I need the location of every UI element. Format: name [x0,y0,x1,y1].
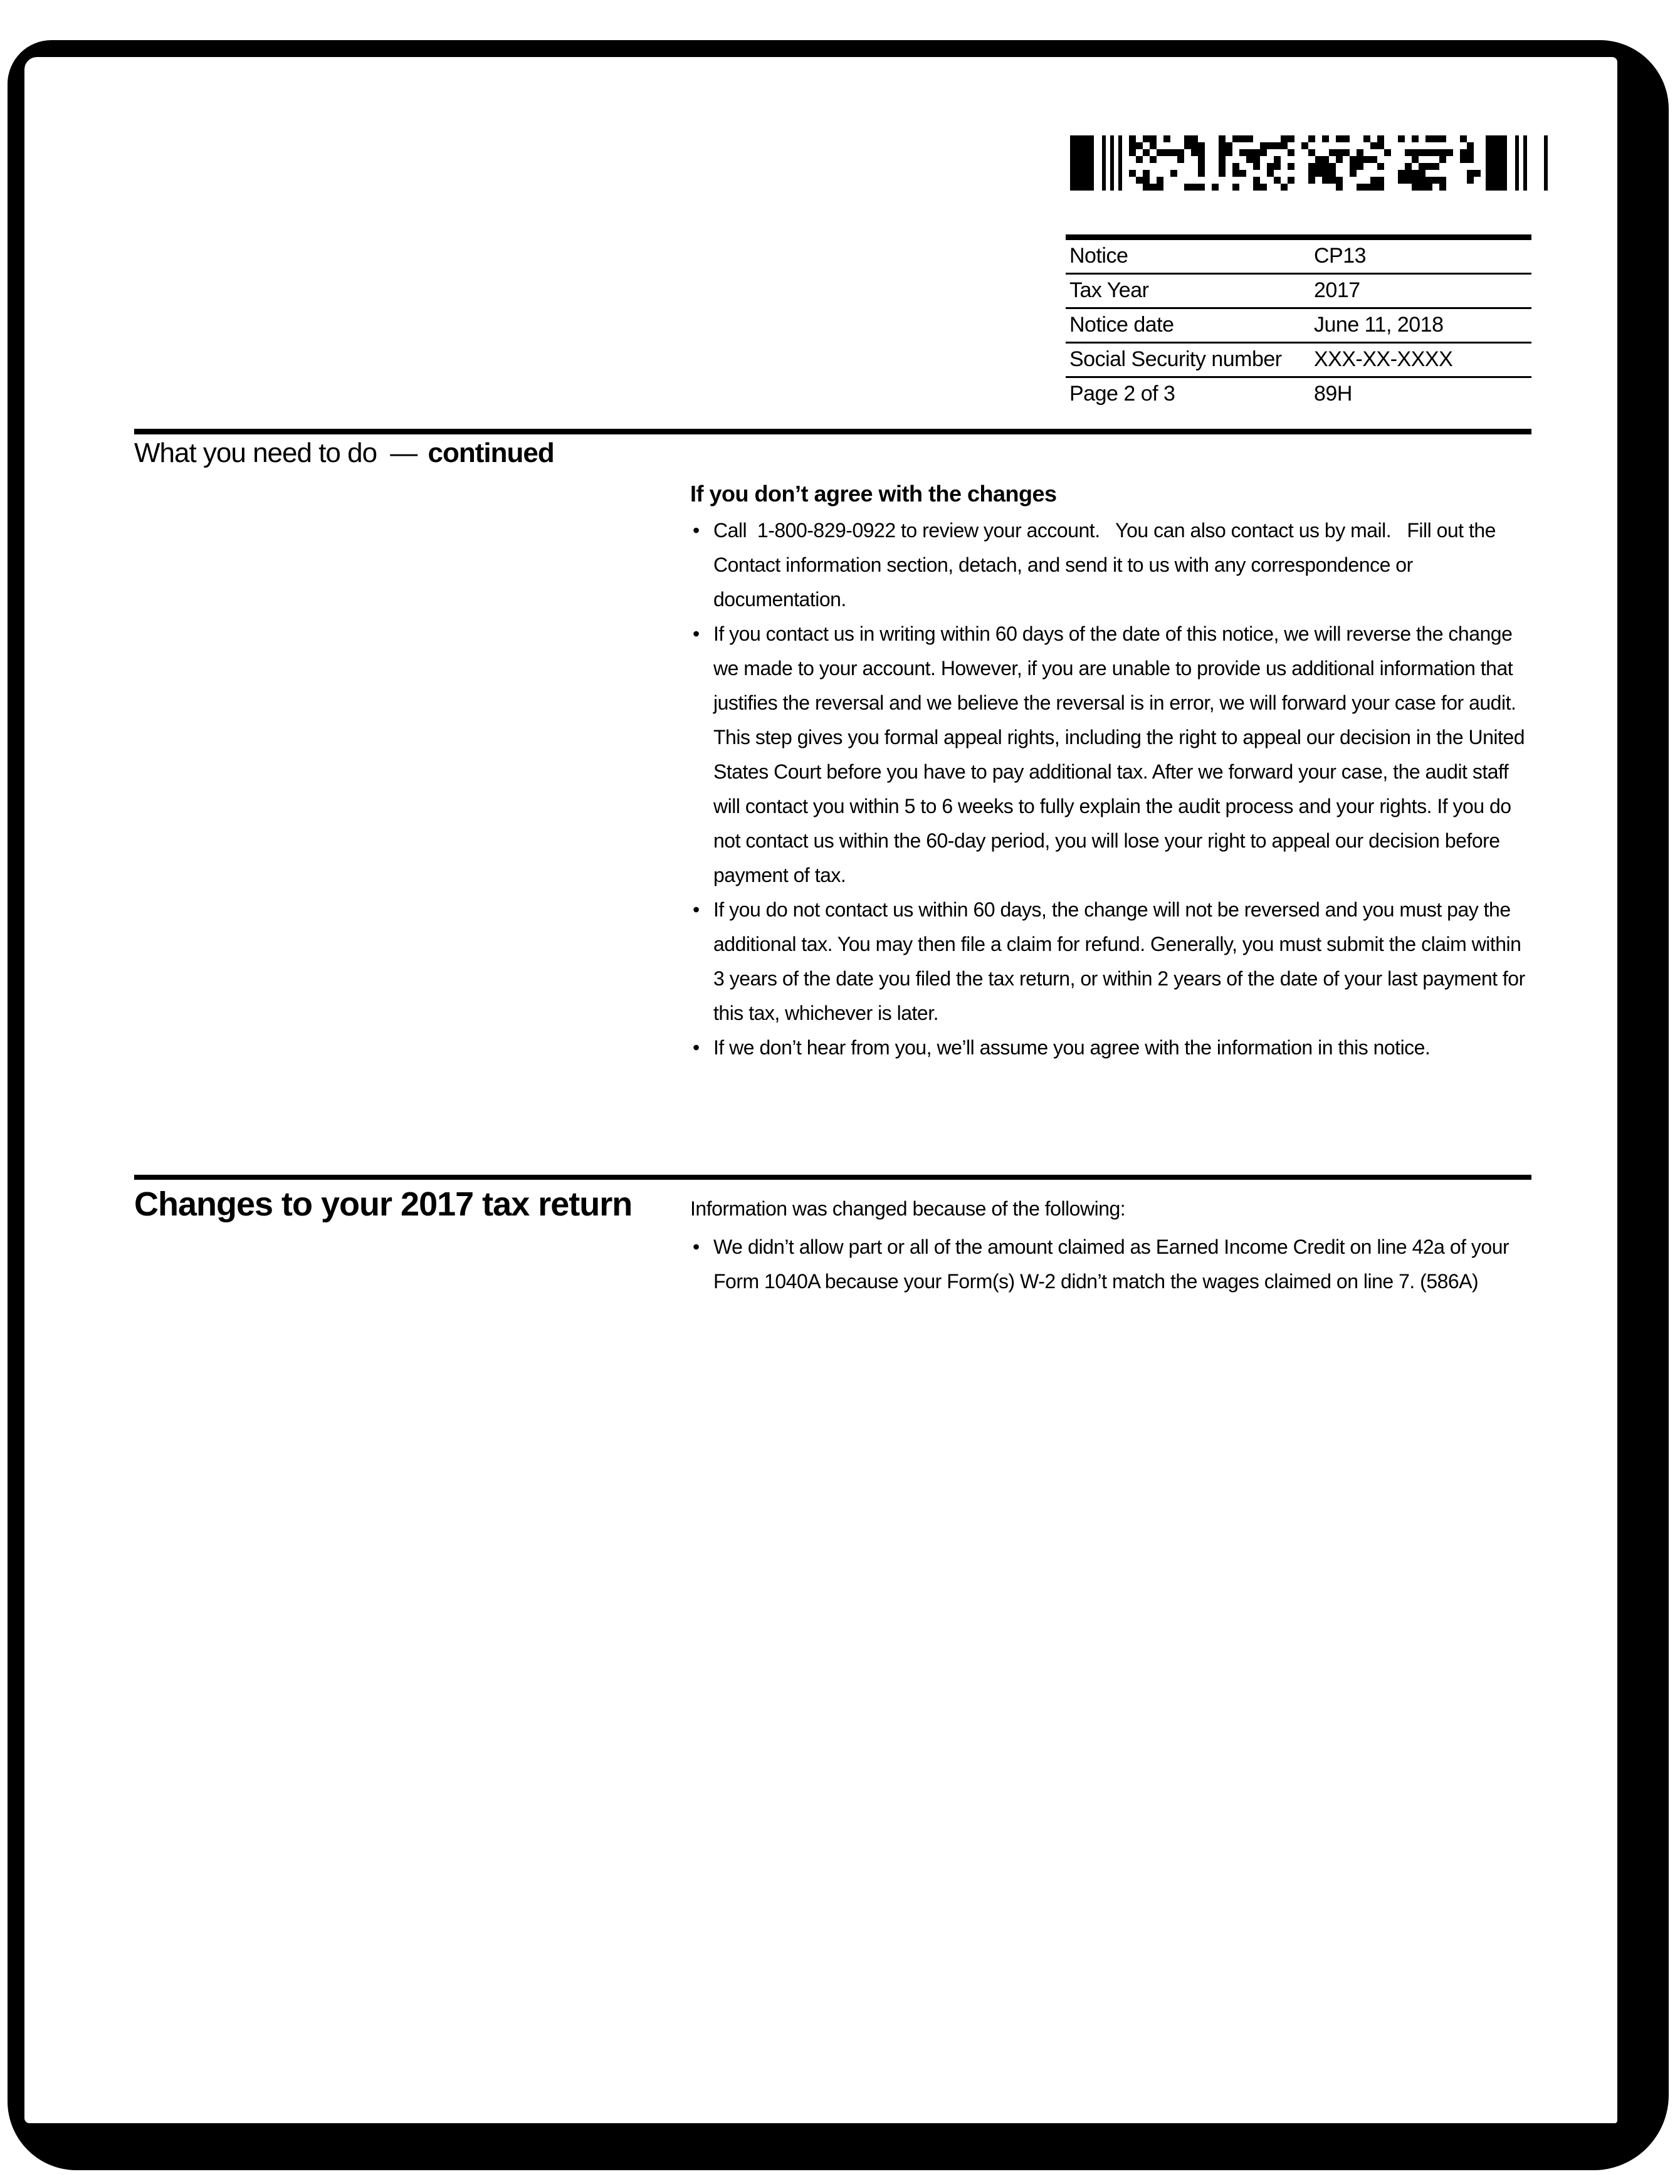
section2-divider [134,1175,1531,1180]
section1-subheading: If you don’t agree with the changes [690,481,1057,507]
list-item: • If we don’t hear from you, we’ll assume you agree with the information in this notice. [690,1031,1535,1065]
list-item: • Call 1-800-829-0922 to review your account. You can also contact us by mail. Fill out the Contact information section, detach, and send it to us with any correspondence or documentation. [690,513,1535,617]
meta-label: Social Security number [1066,343,1310,377]
section1-title [134,438,554,469]
table-row [1066,343,1531,377]
table-row [1066,238,1531,274]
meta-label: Notice [1069,244,1128,268]
meta-value: 2017 [1310,274,1531,308]
list-item: • If you do not contact us within 60 days, the change will not be reversed and you must pay the additional tax. You may then file a claim for refund. Generally, you must submit the claim within 3 years of the date you filed the tax return, or within 2 years of the date of your last payment for this tax, whichever is later. [690,893,1535,1031]
section2-intro: Information was changed because of the following: [690,1197,1126,1220]
table-row [1066,308,1531,343]
section1-title-dash: — [390,438,417,468]
meta-value: XXX-XX-XXXX [1310,343,1531,377]
meta-label: Page 2 of 3 [1066,377,1310,411]
meta-label: Notice date [1066,308,1310,343]
list-item: • If you contact us in writing within 60 days of the date of this notice, we will reverse the change we made to your account. However, if you are unable to provide us additional information that justifies the reversal and we believe the reversal is in error, we will forward your case for audit. This step gives you formal appeal rights, including the right to appeal our decision in the United States Court before you have to pay additional tax. After we forward your case, the audit staff will contact you within 5 to 6 weeks to fully explain the audit process and your rights. If you do not contact us within the 60-day period, you will lose your right to appeal our decision before payment of tax. [690,617,1535,893]
section1-title-continued: continued [428,438,554,468]
table-row [1066,274,1531,308]
notice-meta-table [1066,234,1531,411]
table-row [1066,377,1531,411]
notice-page [21,53,1621,2127]
meta-value: June 11, 2018 [1310,308,1531,343]
section1-title-text: What you need to do [134,438,377,468]
barcode-2d-icon [1070,135,1548,191]
section2-bullet-list [690,1230,1540,1299]
list-item: • We didn’t allow part or all of the amount claimed as Earned Income Credit on line 42a of your Form 1040A because your Form(s) W-2 didn’t match the wages claimed on line 7. (586A) [690,1230,1540,1299]
section1-bullet-list [690,513,1535,1065]
meta-label: Tax Year [1066,274,1310,308]
section2-content [690,1192,1540,1299]
section1-divider [134,429,1531,434]
meta-value: CP13 [1314,244,1367,268]
meta-value: 89H [1310,377,1531,411]
section1-content [690,478,1535,1065]
section2-title: Changes to your 2017 tax return [134,1185,633,1223]
